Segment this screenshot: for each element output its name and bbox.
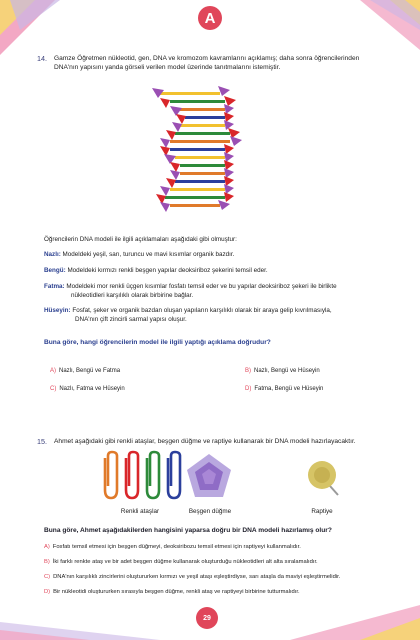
statement-speaker: Bengü: (44, 267, 66, 274)
statement-text: Modeldeki kırmızı renkli beşgen yapılar deoksiriboz şekerini temsil eder. (67, 267, 268, 274)
question-15-prompt: Buna göre, Ahmet aşağıdakilerden hangisini yaparsa doğru bir DNA modeli hazırlamış olur? (44, 527, 332, 534)
corner-decoration-bottom-left (0, 612, 160, 640)
option-text: Fosfatı temsil etmesi için beşgen düğmeyi, deoksiribozu temsil etmesi için raptiyeyi kullanmalıdır. (52, 544, 301, 550)
corner-decoration-top-right (330, 0, 420, 60)
option-letter: D) (44, 589, 51, 595)
option-letter: C) (50, 386, 57, 392)
paperclip-icon (147, 452, 159, 498)
statement-text-cont: nükleotidleri karşılıklı olarak birbirine bağlar. (71, 291, 194, 299)
paperclip-icon (105, 452, 117, 498)
q14-option-d[interactable] (245, 386, 323, 392)
statement-nazli (44, 251, 384, 260)
question-14-text (54, 54, 404, 72)
section-badge: A (198, 6, 222, 30)
thumbtack-label: Raptiye (311, 508, 333, 515)
statement-speaker: Hüseyin: (44, 307, 71, 314)
paperclip-icon (126, 452, 138, 498)
question-14-text-line1: Gamze Öğretmen nükleotid, gen, DNA ve kromozom kavramlarını açıklamış; daha sonra öğrencilerinden (54, 55, 360, 62)
q15-option-b[interactable] (44, 559, 318, 565)
option-text: Bir nükleotidi oluştururken sırasıyla beşgen düğme, renkli ataş ve raptiyeyi birbirine tutturmalıdır. (53, 589, 300, 595)
question-15-number: 15. (37, 437, 47, 446)
option-text: İki farklı renkte ataş ve bir adet beşgen düğme kullanarak oluşturduğu nükleotidleri alt alta sıralamalıdır. (52, 559, 318, 565)
statement-text: Modeldeki yeşil, sarı, turuncu ve mavi kısımlar organik bazdır. (62, 251, 235, 258)
statement-fatma (44, 283, 384, 300)
paperclip-icon (168, 452, 180, 498)
option-letter: C) (44, 574, 51, 580)
question-14-text-line2: DNA'nın yapısını yanda görseli verilen model üzerinde tanıtmalarını istemiştir. (54, 64, 281, 71)
option-text: Nazlı, Bengü ve Fatma (59, 368, 121, 374)
option-text: Nazlı, Fatma ve Hüseyin (59, 386, 125, 392)
statement-text-cont: DNA'nın çift zincirli sarmal yapısı oluşur. (75, 315, 187, 323)
question-14-prompt: Buna göre, hangi öğrencilerin model ile ilgili yaptığı açıklama doğrudur? (44, 339, 271, 346)
thumbtack-icon (300, 455, 344, 499)
option-letter: B) (245, 368, 251, 374)
question-14-intro: Öğrencilerin DNA modeli ile ilgili açıklamaları aşağıdaki gibi olmuştur: (44, 236, 237, 243)
statement-speaker: Fatma: (44, 283, 65, 290)
dna-model-image (130, 82, 280, 227)
statement-huseyin (44, 307, 384, 324)
statement-bengu (44, 267, 384, 276)
q14-option-a[interactable] (50, 368, 120, 374)
pentagon-button-icon (185, 452, 233, 500)
paperclips-label: Renkli ataşlar (120, 508, 160, 515)
corner-decoration-bottom-right (280, 600, 420, 640)
question-15-text: Ahmet aşağıdaki gibi renkli ataşlar, beşgen düğme ve raptiye kullanarak bir DNA modeli hazırlayacaktır. (54, 438, 356, 445)
q14-option-c[interactable] (50, 386, 125, 392)
q15-option-d[interactable] (44, 589, 300, 595)
statement-text: Fosfat, şeker ve organik bazdan oluşan yapıların karşılıklı olarak bir araya gelip kıvrılmasıyla, (72, 307, 332, 314)
option-text: Fatma, Bengü ve Hüseyin (254, 386, 324, 392)
statement-text: Modeldeki mor renkli üçgen kısımlar fosfatı temsil eder ve bu yapılar deoksiriboz şekeri ile birlikte (66, 283, 337, 290)
question-14-number: 14. (37, 54, 47, 63)
dna-base-pairs (160, 92, 230, 207)
option-text: Nazlı, Bengü ve Hüseyin (254, 368, 320, 374)
pentagon-button-label: Beşgen düğme (188, 508, 232, 515)
paperclips-icon (95, 450, 185, 502)
option-text: DNA'nın karşılıklı zincirlerini oluştururken kırmızı ve yeşil ataşı eşleştirdiyse, sarı ataşla da maviyi eşleştirmelidir. (53, 574, 341, 580)
option-letter: B) (44, 559, 50, 565)
option-letter: A) (50, 368, 56, 374)
option-letter: D) (245, 386, 252, 392)
option-letter: A) (44, 544, 50, 550)
q15-option-c[interactable] (44, 574, 340, 580)
page-number: 29 (196, 607, 218, 629)
statement-speaker: Nazlı: (44, 251, 61, 258)
q15-option-a[interactable] (44, 544, 301, 550)
q14-option-b[interactable] (245, 368, 320, 374)
